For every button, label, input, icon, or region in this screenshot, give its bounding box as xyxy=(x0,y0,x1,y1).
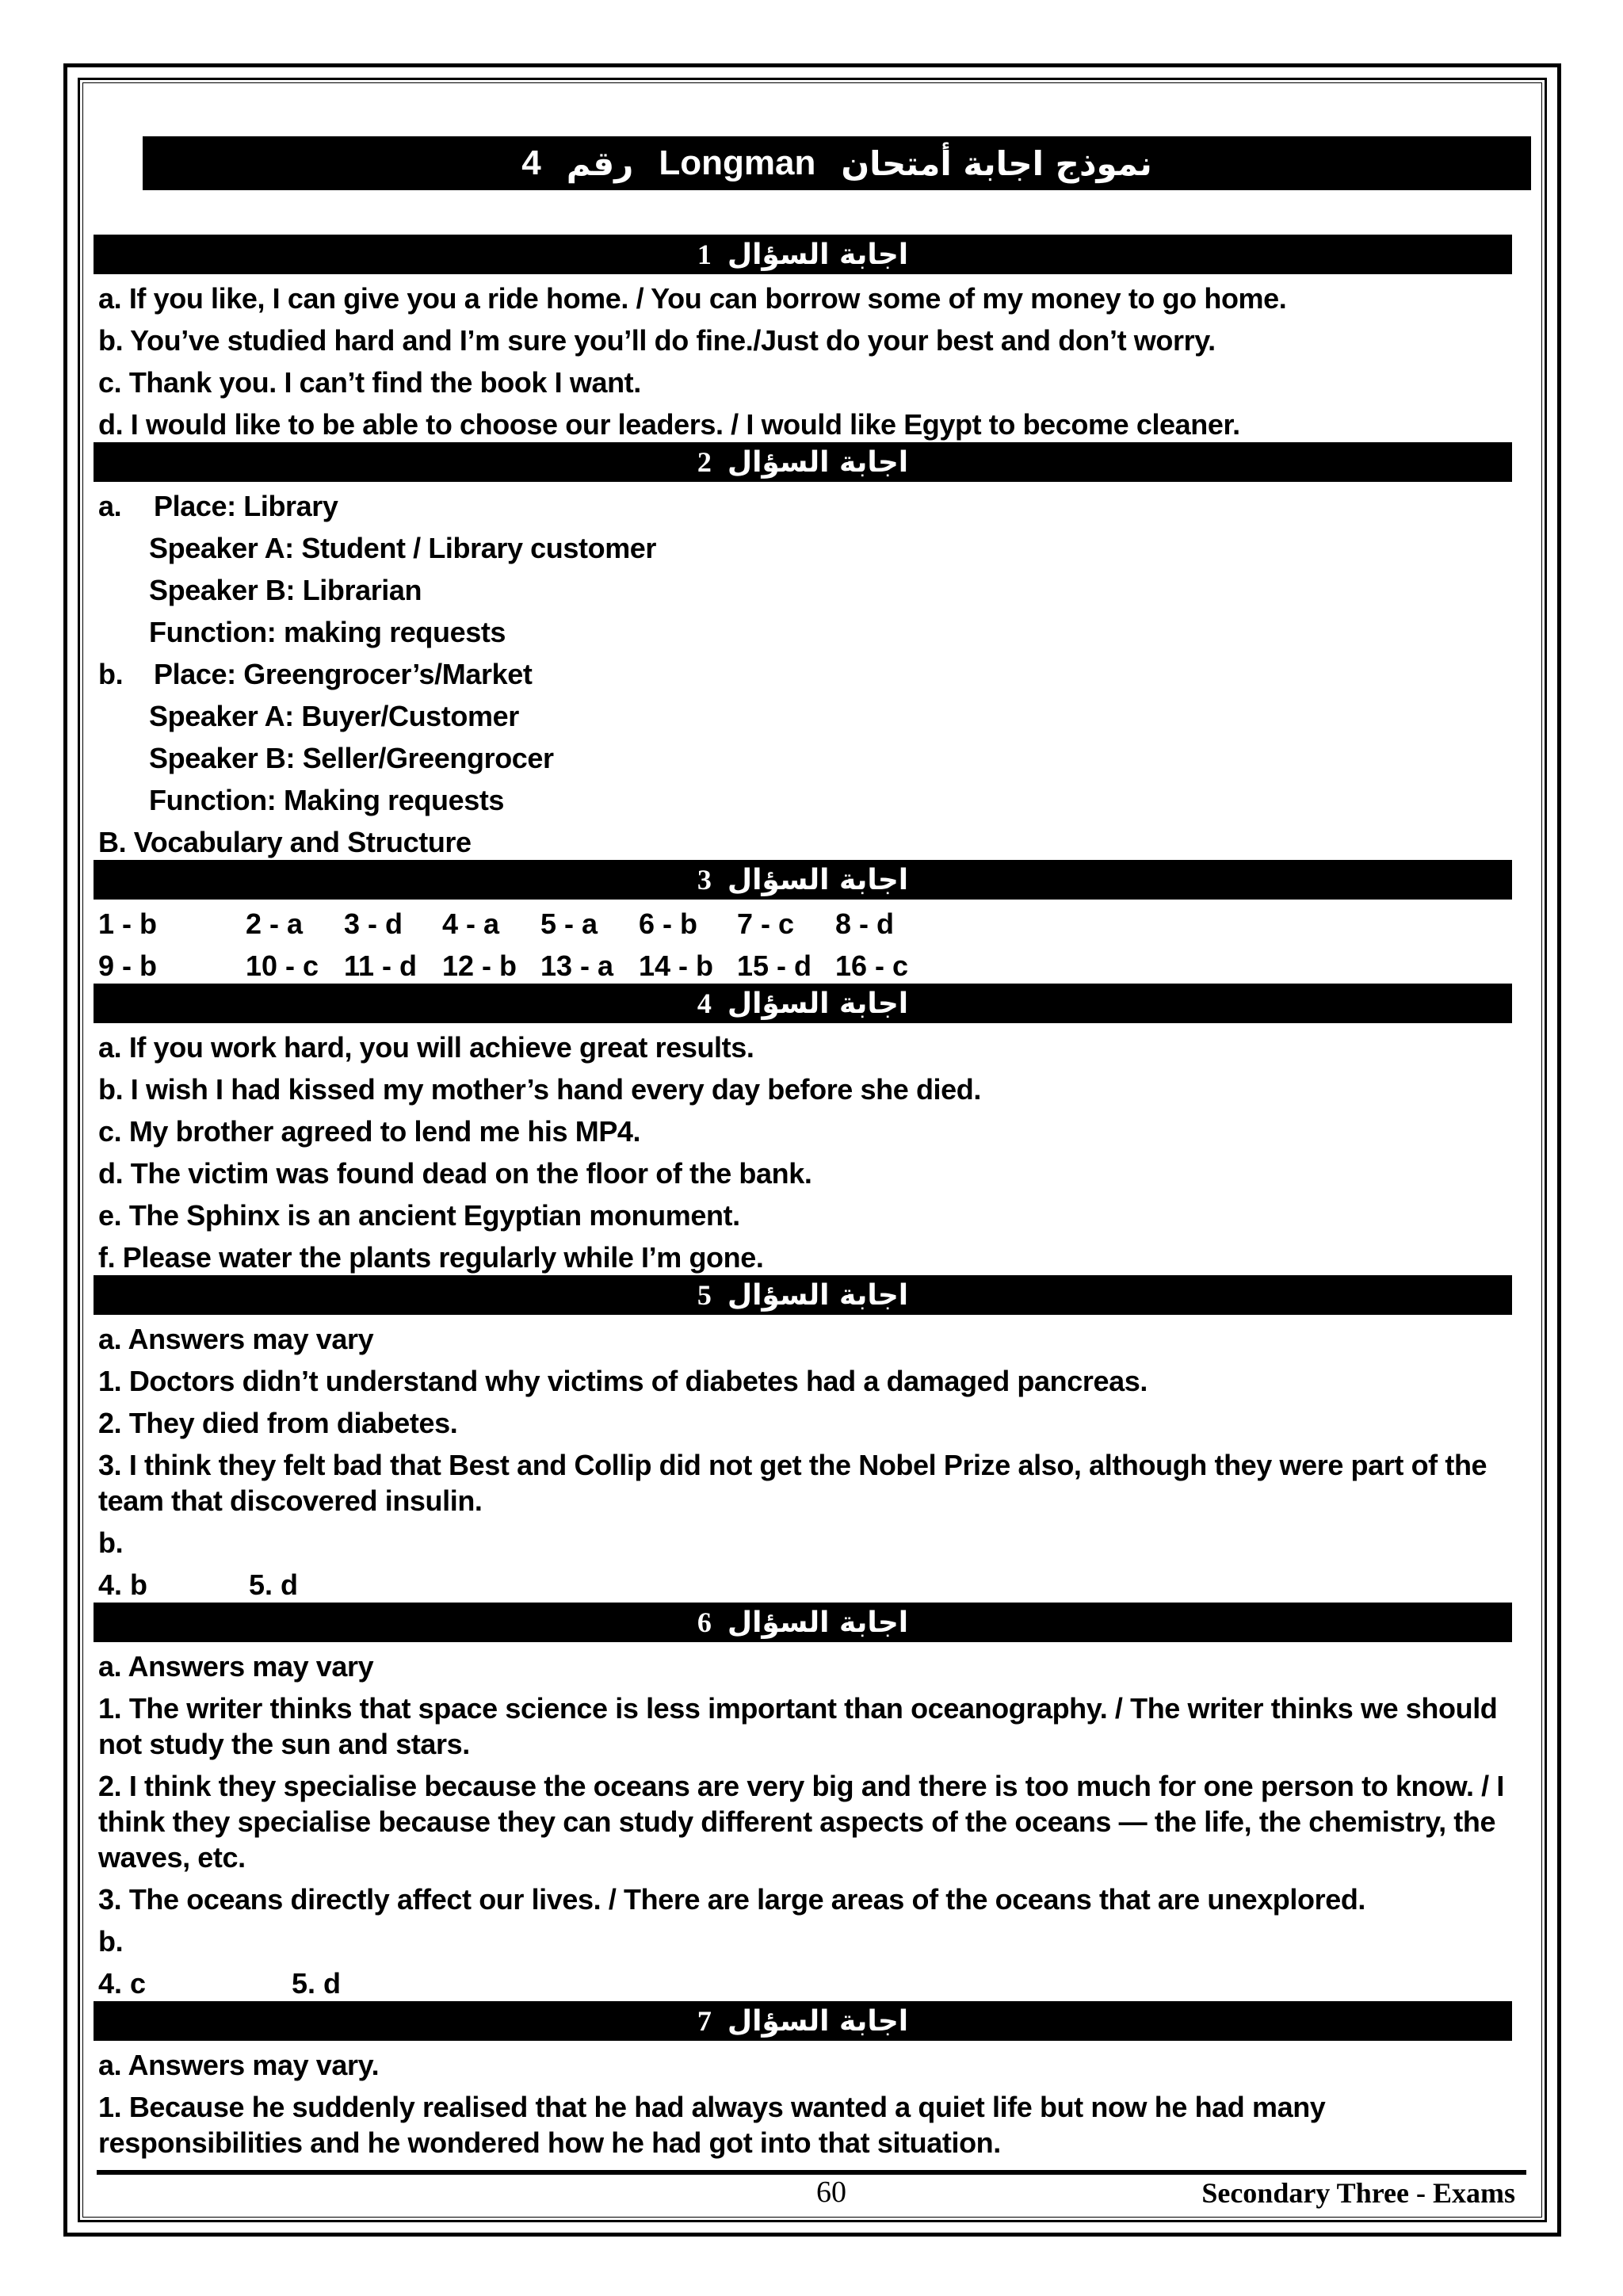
question-header-7 xyxy=(94,2001,1512,2041)
grid-cell: 7 - c xyxy=(737,907,795,940)
answer-line xyxy=(98,488,1512,524)
answer-line: b. xyxy=(98,1925,124,1958)
title-brand: Longman xyxy=(659,143,816,182)
grid-cell: 6 - b xyxy=(639,907,698,940)
question-header-2 xyxy=(94,442,1512,482)
question-header-3 xyxy=(94,860,1512,900)
answer-line: a. Answers may vary xyxy=(98,1323,374,1355)
answer-line: f. Please water the plants regularly while I’m gone. xyxy=(98,1241,764,1274)
question-number: 3 xyxy=(697,864,712,896)
question-number: 4 xyxy=(697,988,712,1019)
question-header-5 xyxy=(94,1275,1512,1315)
answer-line: b. You’ve studied hard and I’m sure you’ll do fine./Just do your best and don’t worry. xyxy=(98,324,1216,357)
answer-line: d. The victim was found dead on the floor of the bank. xyxy=(98,1157,812,1190)
question-label: اجابة السؤال xyxy=(727,987,909,1020)
grid-cell: 9 - b xyxy=(98,949,158,982)
grid-cell: 14 - b xyxy=(639,949,714,982)
grid-cell: 13 - a xyxy=(540,949,614,982)
item-label: a. xyxy=(98,490,122,522)
grid-cell: 5 - a xyxy=(540,907,598,940)
answer-pair xyxy=(98,1966,1512,2001)
question-number: 7 xyxy=(697,2005,712,2037)
answer-line: Speaker A: Buyer/Customer xyxy=(149,700,519,732)
answer-grid-row xyxy=(98,906,1512,942)
question-label: اجابة السؤال xyxy=(727,1606,909,1639)
title-arabic-num-word: رقم xyxy=(566,143,634,183)
answer-line: a. Answers may vary xyxy=(98,1650,374,1683)
answer-item: 5. d xyxy=(292,1967,342,2000)
grid-cell: 1 - b xyxy=(98,907,158,940)
page-number: 60 xyxy=(816,2176,846,2209)
question-header-1 xyxy=(94,235,1512,274)
question-label: اجابة السؤال xyxy=(727,1278,909,1312)
answer-line: b. I wish I had kissed my mother’s hand every day before she died. xyxy=(98,1073,981,1106)
question-number: 6 xyxy=(697,1606,712,1638)
title-num: 4 xyxy=(521,143,541,182)
footer-rule xyxy=(97,2170,1526,2175)
answer-line: Speaker B: Librarian xyxy=(149,574,422,606)
answer-line: c. My brother agreed to lend me his MP4. xyxy=(98,1115,641,1148)
grid-cell: 15 - d xyxy=(737,949,812,982)
answer-line: a. Answers may vary. xyxy=(98,2049,380,2081)
grid-cell: 4 - a xyxy=(442,907,500,940)
question-header-4 xyxy=(94,984,1512,1023)
title-arabic-prefix: نموذج اجابة أمتحان xyxy=(841,143,1152,183)
question-label: اجابة السؤال xyxy=(727,445,909,479)
question-number: 5 xyxy=(697,1279,712,1311)
answer-item: 4. c xyxy=(98,1967,147,2000)
page-title xyxy=(143,136,1531,190)
answer-line: 2. I think they specialise because the oceans are very big and there is too much for one person to know. / I think they specialise because they can study different aspects of the oceans — the life, the chemistry, the waves, etc. xyxy=(98,1770,1504,1874)
answer-line xyxy=(98,656,1512,692)
answer-line: b. xyxy=(98,1526,124,1559)
answer-line: 1. Because he suddenly realised that he had always wanted a quiet life but now he had many responsibilities and he wondered how he had got into that situation. xyxy=(98,2091,1326,2159)
answer-line: 3. I think they felt bad that Best and Collip did not get the Nobel Prize also, although they were part of the team that discovered insulin. xyxy=(98,1449,1487,1517)
answer-line: 1. The writer thinks that space science is less important than oceanography. / The writer thinks we should not study the sun and stars. xyxy=(98,1692,1498,1760)
question-label: اجابة السؤال xyxy=(727,238,909,271)
grid-cell: 2 - a xyxy=(246,907,304,940)
grid-cell: 3 - d xyxy=(344,907,403,940)
answer-line: e. The Sphinx is an ancient Egyptian monument. xyxy=(98,1199,740,1232)
grid-cell: 8 - d xyxy=(835,907,895,940)
answer-line: Speaker B: Seller/Greengrocer xyxy=(149,742,554,774)
answer-line: c. Thank you. I can’t find the book I want. xyxy=(98,366,641,399)
footer-title: Secondary Three - Exams xyxy=(1201,2177,1515,2209)
question-label: اجابة السؤال xyxy=(727,863,909,896)
answer-line: Function: Making requests xyxy=(149,784,505,816)
grid-cell: 16 - c xyxy=(835,949,909,982)
answer-line: d. I would like to be able to choose our leaders. / I would like Egypt to become cleaner. xyxy=(98,408,1240,441)
item-text: Place: Greengrocer’s/Market xyxy=(154,658,533,690)
grid-cell: 12 - b xyxy=(442,949,517,982)
answer-grid-row xyxy=(98,948,1512,984)
question-header-6 xyxy=(94,1603,1512,1642)
grid-cell: 11 - d xyxy=(344,949,418,982)
section-heading: B. Vocabulary and Structure xyxy=(98,826,472,858)
answer-content xyxy=(94,235,1512,2167)
answer-line: 3. The oceans directly affect our lives. / There are large areas of the oceans that are unexplored. xyxy=(98,1883,1366,1916)
item-text: Place: Library xyxy=(154,490,338,522)
grid-cell: 10 - c xyxy=(246,949,319,982)
question-label: اجابة السؤال xyxy=(727,2004,909,2038)
question-number: 1 xyxy=(697,239,712,270)
answer-item: 5. d xyxy=(249,1568,299,1601)
answer-line: Speaker A: Student / Library customer xyxy=(149,532,657,564)
question-number: 2 xyxy=(697,446,712,478)
answer-pair xyxy=(98,1567,1512,1603)
answer-item: 4. b xyxy=(98,1568,148,1601)
answer-line: Function: making requests xyxy=(149,616,506,648)
answer-line: a. If you work hard, you will achieve great results. xyxy=(98,1031,754,1064)
answer-line: 1. Doctors didn’t understand why victims of diabetes had a damaged pancreas. xyxy=(98,1365,1148,1397)
answer-line: 2. They died from diabetes. xyxy=(98,1407,458,1439)
answer-line: a. If you like, I can give you a ride home. / You can borrow some of my money to go home. xyxy=(98,282,1287,315)
item-label: b. xyxy=(98,658,124,690)
